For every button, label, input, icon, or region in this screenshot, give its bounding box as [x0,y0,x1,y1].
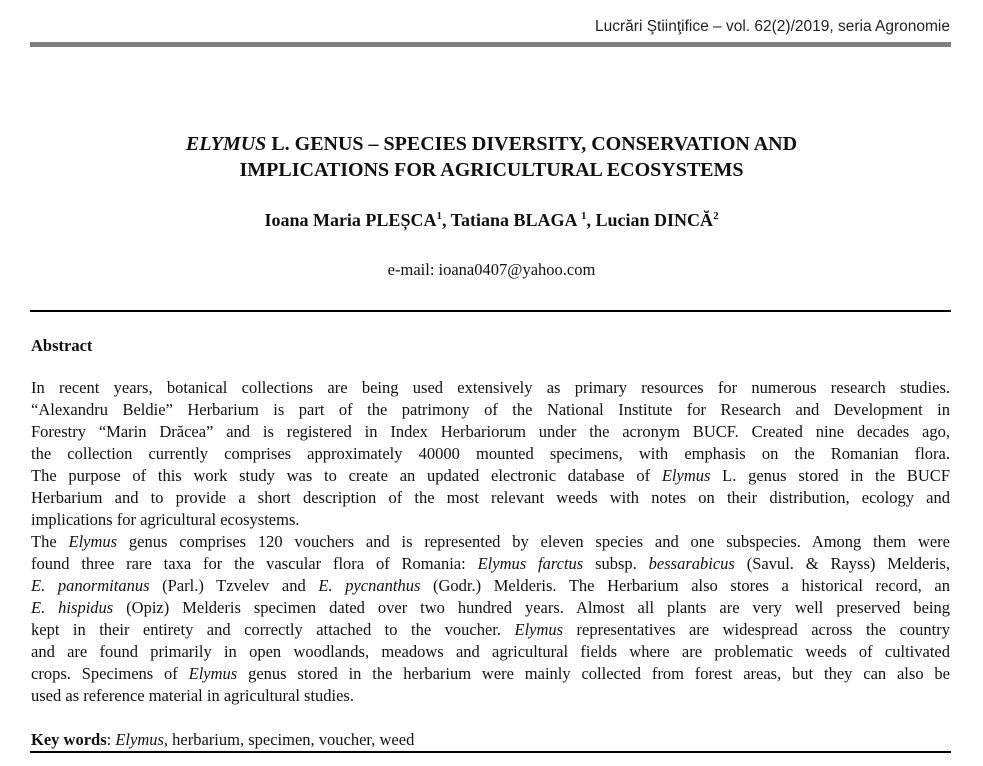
abstract-text: In recent years, botanical collections are being used extensively as primary resources for numerous research studies. [31,378,950,397]
taxon-name: E. pycnanthus [318,576,421,595]
abstract-line [31,443,950,465]
abstract-line [31,575,950,597]
abstract-line [31,685,950,707]
title-genus: ELYMUS [185,133,267,155]
abstract-text: The purpose of this work study was to create an updated electronic database of [31,466,662,485]
abstract-line [31,641,950,663]
header-divider [30,42,951,47]
title-line1: L. GENUS – SPECIES DIVERSITY, CONSERVATION AND [266,133,798,155]
abstract-line [31,399,950,421]
abstract-text: L. genus stored in the BUCF [710,466,950,485]
section-rule-top [30,310,951,312]
taxon-name: Elymus [68,532,118,551]
abstract-text: genus comprises 120 vouchers and is represented by eleven species and one subspecies. Among them were [117,532,950,551]
author-affiliation: 2 [713,210,719,222]
abstract-line [31,553,950,575]
abstract-text: found three rare taxa for the vascular flora of Romania: [31,554,478,573]
authors: Ioana Maria PLEȘCA$^1$, Tatiana BLAGA $^1$, Lucian DINCĂ$^2$ [264,210,719,230]
abstract-text: crops. Specimens of [31,664,189,683]
abstract-text: representatives are widespread across the country [563,620,950,639]
taxon-name: E. hispidus [31,598,114,617]
abstract-line [31,487,950,509]
author-name: Lucian DINCĂ [595,210,714,230]
abstract-line [31,377,950,399]
abstract-text: implications for agricultural ecosystems. [31,510,300,529]
taxon-name: Elymus [661,466,711,485]
title-line2: IMPLICATIONS FOR AGRICULTURAL ECOSYSTEMS [239,159,744,181]
abstract-text: “Alexandru Beldie” Herbarium is part of the patrimony of the National Institute for Research and Development in [31,400,950,419]
abstract-line [31,421,950,443]
paper-title [0,131,983,183]
abstract-text: Forestry “Marin Drăcea” and is registered in Index Herbariorum under the acronym BUCF. Created nine decades ago, [31,422,950,441]
keyword-genus: Elymus [115,730,164,749]
abstract-text: The [31,532,69,551]
abstract-line [31,465,950,487]
abstract-text: and are found primarily in open woodlands, meadows and agricultural fields where are problematic weeds of cultivated [31,642,950,661]
abstract-text: Herbarium and to provide a short description of the most relevant weeds with notes on their distribution, ecology and [31,488,950,507]
taxon-name: bessarabicus [648,554,735,573]
abstract-text: (Parl.) Tzvelev and [149,576,319,595]
author-affiliation: 1 [436,210,442,222]
taxon-name: Elymus [514,620,564,639]
abstract-line [31,663,950,685]
abstract-heading: Abstract [31,336,93,355]
abstract-line [31,531,950,553]
taxon-name: Elymus farctus [477,554,584,573]
keywords [31,730,414,750]
abstract-text: (Godr.) Melderis. The Herbarium also stores a historical record, an [420,576,950,595]
abstract-text: (Savul. & Rayss) Melderis, [734,554,951,573]
abstract-line [31,509,950,531]
abstract-text: subsp. [583,554,649,573]
taxon-name: E. panormitanus [31,576,150,595]
taxon-name: Elymus [188,664,238,683]
keywords-label: Key words [31,730,107,749]
abstract-text: genus stored in the herbarium were mainly collected from forest areas, but they can also be [237,664,950,683]
author-name: Ioana Maria PLEȘCA [264,210,437,230]
abstract-text: (Opiz) Melderis specimen dated over two hundred years. Almost all plants are very well preserved being [113,598,950,617]
abstract-line [31,619,950,641]
journal-header: Lucrări Ştiinţifice – vol. 62(2)/2019, seria Agronomie [595,18,950,35]
abstract-text: used as reference material in agricultural studies. [31,686,354,705]
author-email: e-mail: ioana0407@yahoo.com [387,260,596,279]
abstract-text: the collection currently comprises approximately 40000 mounted specimens, with emphasis on the Romanian flora. [31,444,950,463]
section-rule-bottom [30,751,951,753]
abstract-line [31,597,950,619]
author-name: Tatiana BLAGA [450,210,582,230]
author-affiliation: 1 [581,210,587,222]
abstract-text: kept in their entirety and correctly attached to the voucher. [31,620,515,639]
keywords-list: , herbarium, specimen, voucher, weed [163,730,415,749]
abstract-body [31,377,950,707]
keywords-separator: : [106,730,116,749]
